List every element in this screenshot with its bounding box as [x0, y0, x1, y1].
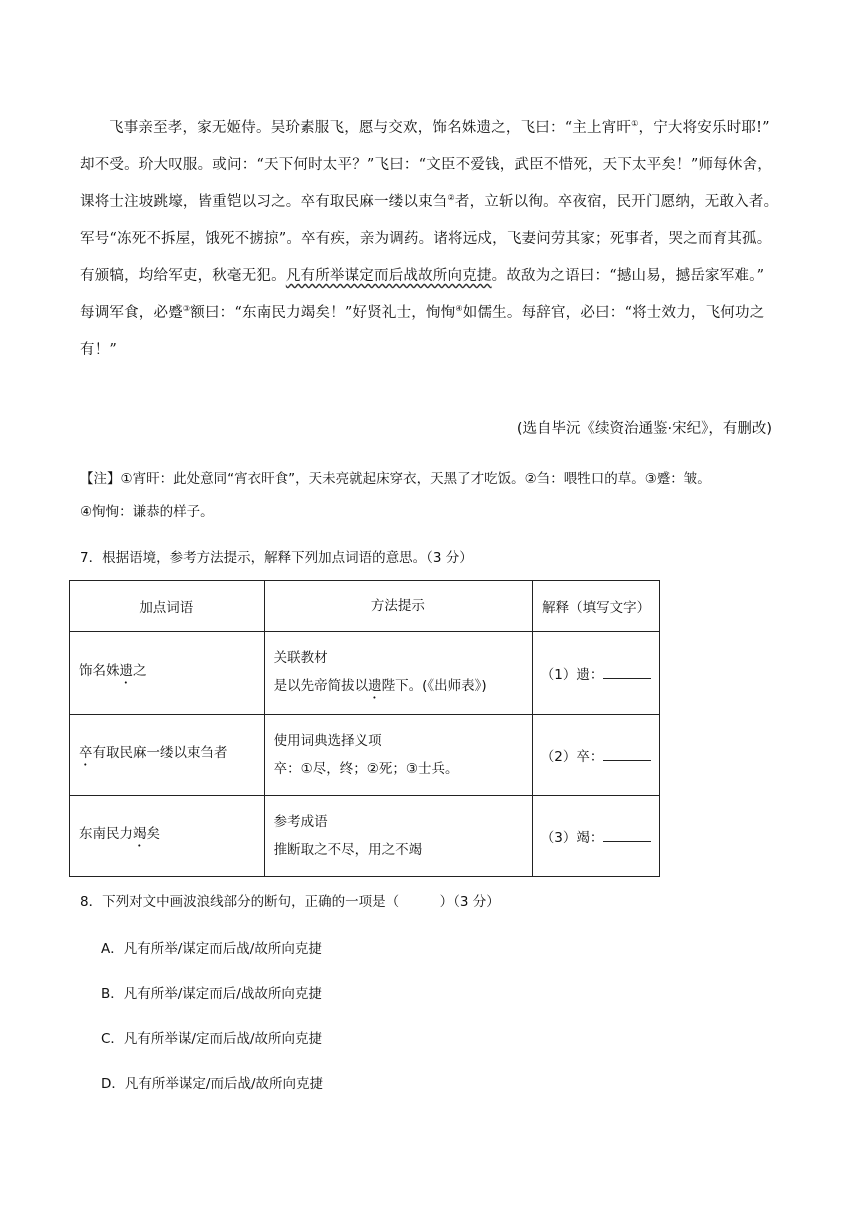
passage-line-7: 有！” — [80, 342, 118, 358]
method-cell — [264, 796, 533, 877]
dotted-word: 遗 — [119, 663, 133, 680]
method-detail — [274, 672, 532, 702]
note-line-1: 【注】①宵旰：此处意同“宵衣旰食”，天未亮就起床穿衣，天黑了才吃饭。②刍：喂牲口的草。③蹙：皱。 — [80, 471, 711, 487]
passage-text: 。故敌为之语曰：“撼山易，撼岳家军难。” — [491, 268, 765, 284]
column-header-answer: 解释（填写文字） — [533, 581, 660, 632]
phrase-cell — [70, 632, 265, 715]
table-row — [70, 632, 660, 715]
option-b[interactable]: B．凡有所举/谋定而后/战故所向克捷 — [101, 986, 322, 1002]
footnote-mark: ② — [447, 193, 455, 203]
method-text: 是以先帝简拔以 — [273, 678, 369, 695]
method-cell — [264, 632, 533, 715]
passage-text: 额曰：“东南民力竭矣！”好贤礼士，恂恂 — [190, 305, 456, 321]
method-cell — [264, 715, 533, 796]
dotted-word: 遗 — [368, 678, 382, 695]
answer-blank[interactable] — [603, 666, 651, 679]
passage-line-1 — [80, 110, 780, 147]
passage-line-3 — [80, 184, 780, 221]
option-d[interactable]: D．凡有所举谋定/而后战/故所向克捷 — [101, 1076, 323, 1092]
answer-cell — [533, 632, 660, 715]
passage-line-4: 军号“冻死不拆屋，饿死不掳掠”。卒有疾，亲为调药。诸将远戍，飞妻问劳其家；死事者，哭之而育其孤。 — [80, 231, 772, 247]
source-citation: (选自毕沅《续资治通鉴·宋纪》，有删改) — [516, 421, 772, 437]
phrase-cell — [70, 715, 265, 796]
phrase-text: 饰名姝 — [79, 663, 120, 680]
passage-line-2: 却不受。玠大叹服。或问：“天下何时太平？”飞曰：“文臣不爱钱，武臣不惜死，天下太平矣！”师每休舍， — [80, 157, 772, 173]
answer-label: （2）卒： — [540, 749, 604, 766]
table-header-row — [70, 581, 660, 632]
phrase-text: 之 — [133, 663, 147, 680]
option-c[interactable]: C．凡有所举谋/定而后战/故所向克捷 — [101, 1031, 323, 1047]
passage-text: 有颁犒，均给军吏，秋毫无犯。 — [80, 268, 286, 284]
passage — [80, 110, 780, 369]
table-row — [70, 796, 660, 877]
question-7-prompt: 7．根据语境，参考方法提示，解释下列加点词语的意思。（3 分） — [80, 550, 473, 566]
passage-text: 课将士注坡跳壕，皆重铠以习之。卒有取民麻一缕以束刍 — [80, 194, 448, 210]
method-detail: 卒：①尽，终；②死；③士兵。 — [273, 761, 459, 778]
answer-cell — [533, 796, 660, 877]
annotation-notes — [80, 463, 780, 529]
passage-text: 如儒生。每辞官，必曰：“将士效力，飞何功之 — [462, 305, 765, 321]
answer-blank[interactable] — [603, 748, 651, 761]
wavy-underlined-sentence: 凡有所举谋定而后战故所向克捷 — [285, 268, 492, 284]
passage-line-5 — [80, 258, 780, 295]
phrase-cell — [70, 796, 265, 877]
phrase-text: 有取民麻一缕以束刍者 — [92, 745, 228, 762]
answer-cell — [533, 715, 660, 796]
question-8-prompt: 8．下列对文中画波浪线部分的断句，正确的一项是（ ）（3 分） — [80, 894, 500, 910]
passage-text: 者，立斩以徇。卒夜宿，民开门愿纳，无敢入者。 — [454, 194, 779, 210]
vocab-table — [69, 580, 660, 877]
note-line-2: ④恂恂：谦恭的样子。 — [80, 504, 214, 520]
method-detail: 推断取之不尽，用之不竭 — [273, 842, 423, 859]
passage-text: ，宁大将安乐时耶!” — [638, 120, 770, 136]
footnote-mark: ③ — [182, 304, 191, 314]
method-title: 关联教材 — [273, 650, 328, 667]
dotted-word: 卒 — [79, 745, 93, 762]
phrase-text: 矣 — [146, 826, 160, 843]
phrase-text: 东南民力 — [79, 826, 133, 843]
method-title: 使用词典选择义项 — [273, 733, 382, 750]
answer-label: （1）遗： — [540, 667, 604, 684]
passage-text: 每调军食，必蹙 — [80, 305, 183, 321]
method-title: 参考成语 — [273, 814, 328, 831]
answer-blank[interactable] — [603, 829, 651, 842]
footnote-mark: ④ — [455, 304, 463, 314]
table-row — [70, 715, 660, 796]
column-header-phrase: 加点词语 — [70, 581, 265, 632]
passage-line-6 — [80, 295, 780, 332]
method-text: 陛下。(《出师表》) — [381, 678, 487, 695]
answer-label: （3）竭： — [540, 830, 604, 847]
dotted-word: 竭 — [133, 826, 147, 843]
footnote-mark: ① — [631, 119, 639, 129]
option-a[interactable]: A．凡有所举/谋定而后战/故所向克捷 — [101, 941, 322, 957]
passage-text: 飞事亲至孝，家无姬侍。吴玠素服飞，愿与交欢，饰名姝遗之，飞曰：“主上宵旰 — [109, 120, 632, 136]
column-header-method: 方法提示 — [264, 581, 533, 632]
